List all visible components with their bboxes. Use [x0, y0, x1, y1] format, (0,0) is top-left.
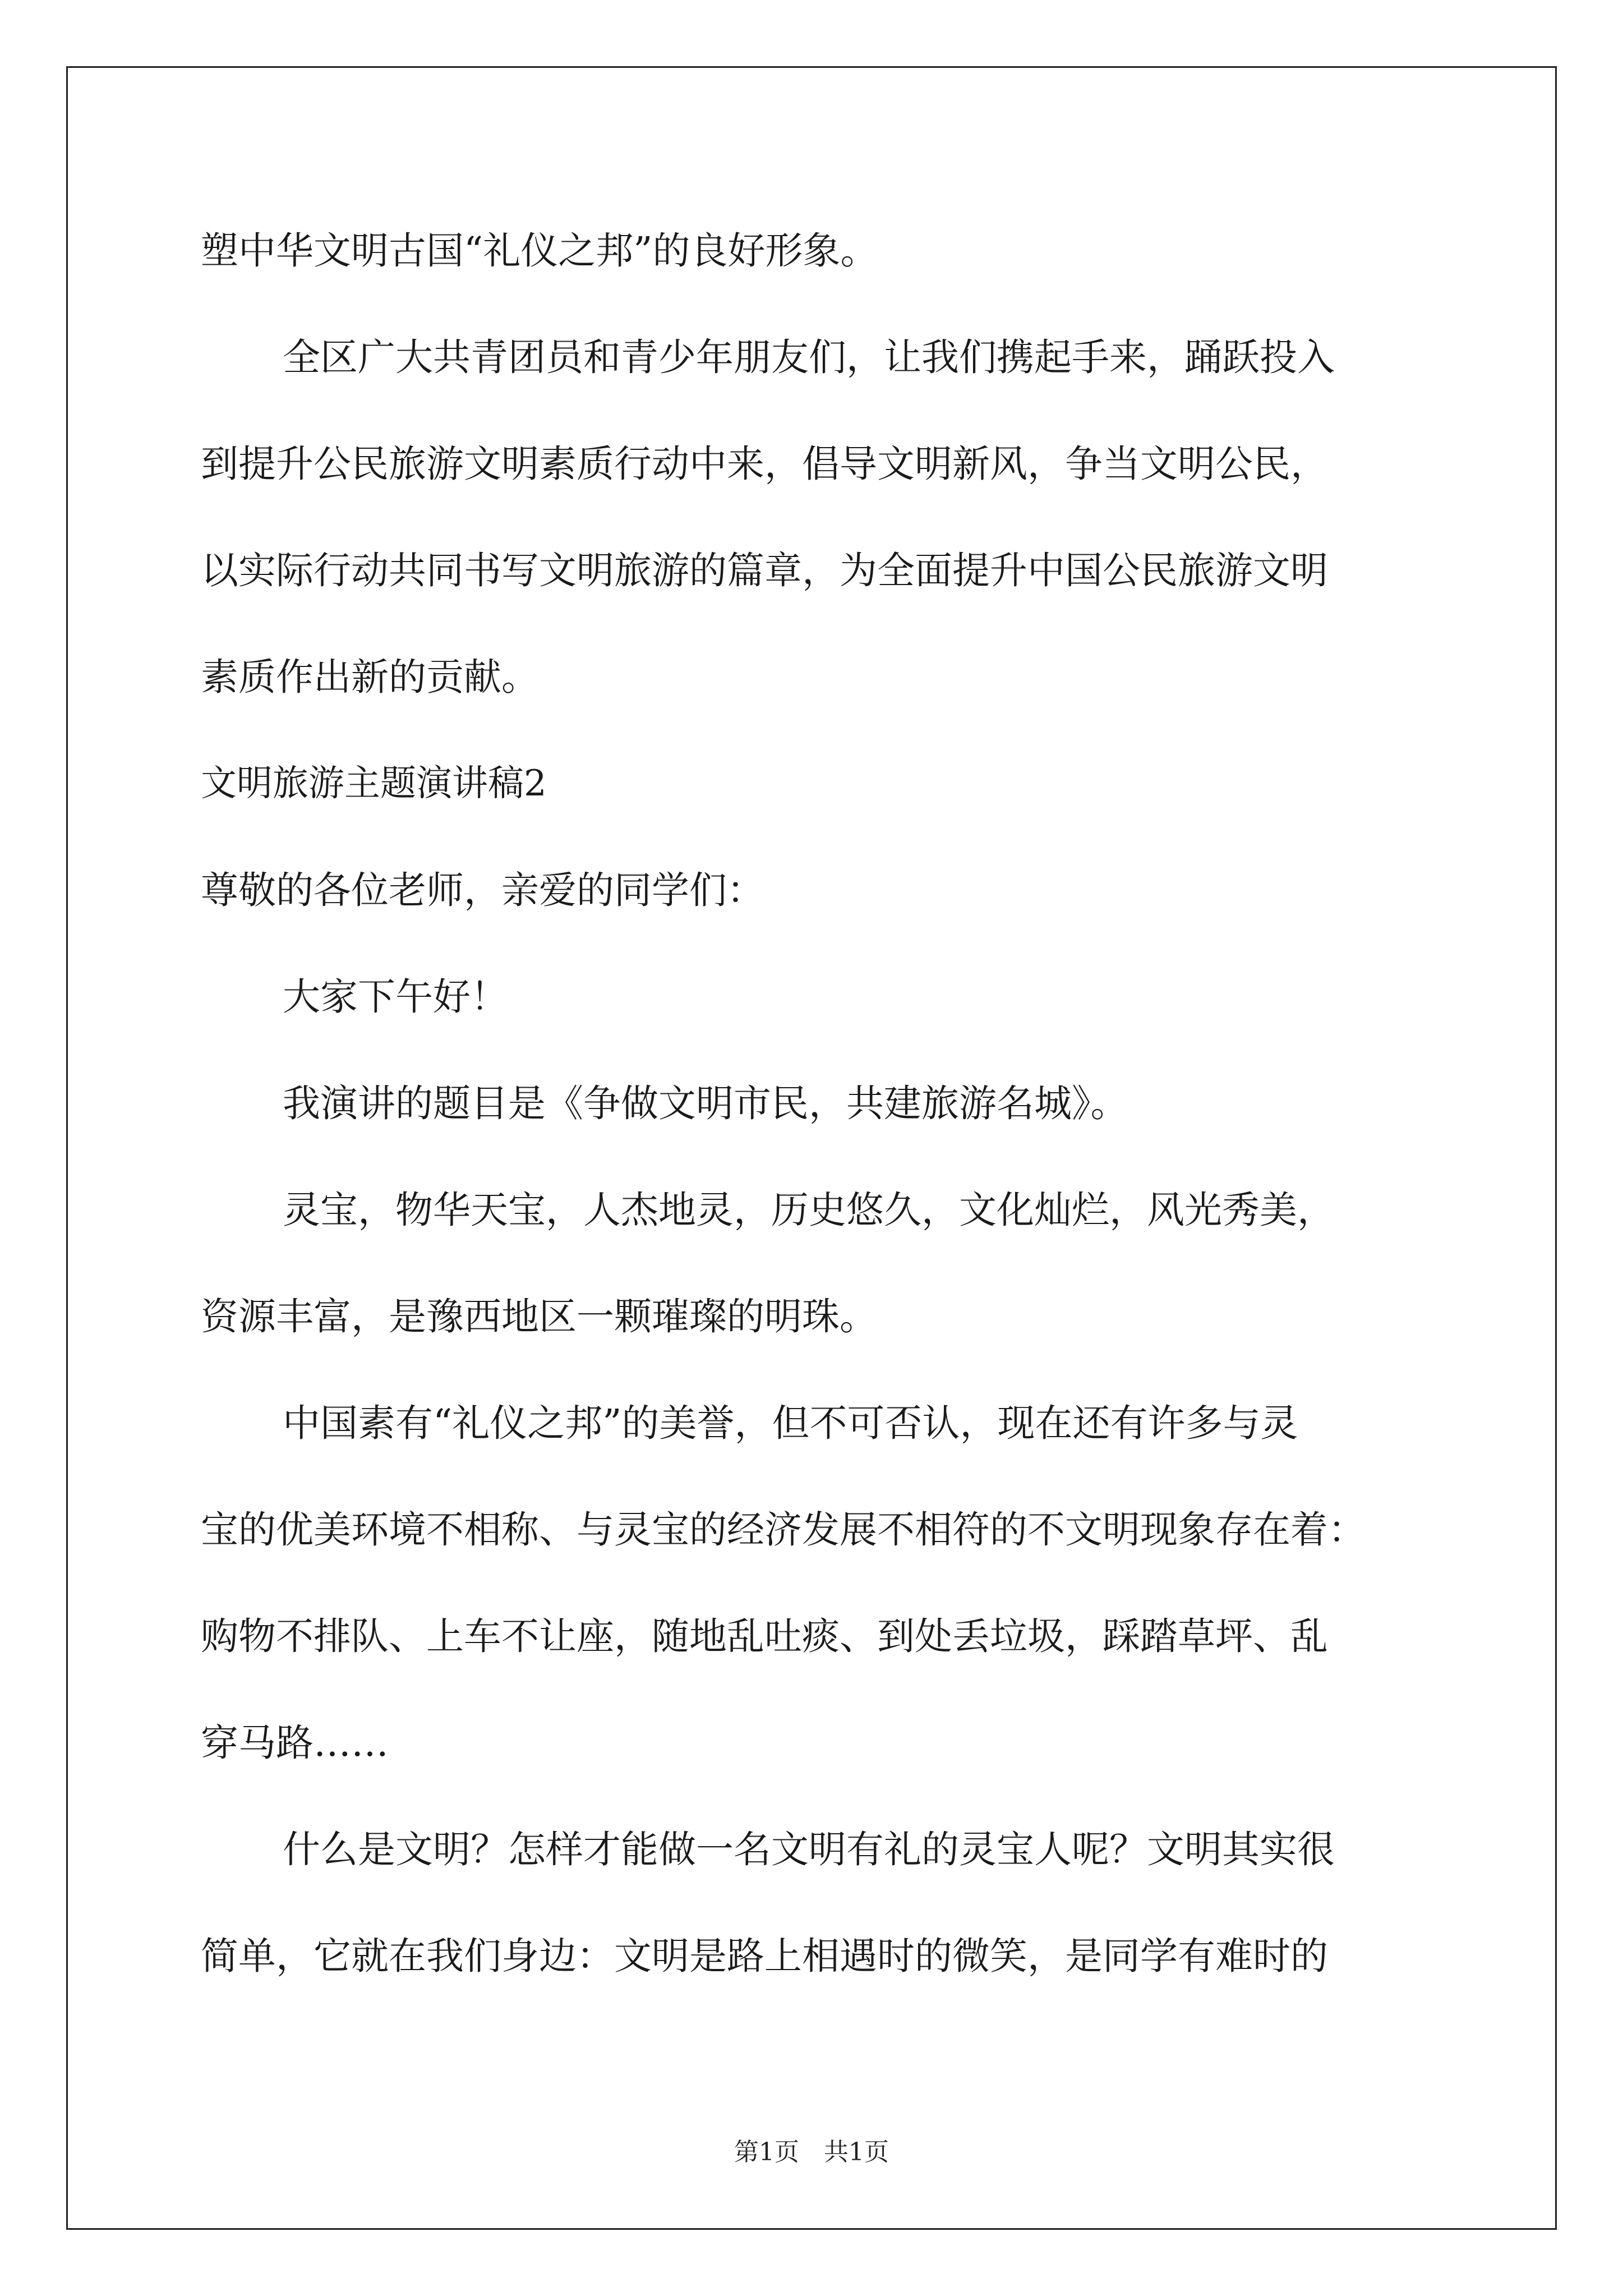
text-line: 灵宝，物华天宝，人杰地灵，历史悠久，文化灿烂，风光秀美， [283, 1188, 1335, 1232]
salutation: 尊敬的各位老师，亲爱的同学们： [201, 868, 764, 912]
text-line: 什么是文明？怎样才能做一名文明有礼的灵宝人呢？文明其实很 [283, 1828, 1335, 1871]
text-line: 宝的优美环境不相称、与灵宝的经济发展不相符的不文明现象存在着： [201, 1508, 1366, 1552]
text-line: 购物不排队、上车不让座，随地乱吐痰、到处丢垃圾，踩踏草坪、乱 [201, 1614, 1328, 1658]
text-line: 穿马路…… [201, 1721, 389, 1765]
text-line: 塑中华文明古国“礼仪之邦”的良好形象。 [201, 229, 878, 273]
text-line: 到提升公民旅游文明素质行动中来，倡导文明新风，争当文明公民， [201, 442, 1328, 486]
page-footer: 第1页 共1页 [734, 2138, 889, 2166]
text-line: 中国素有“礼仪之邦”的美誉，但不可否认，现在还有许多与灵 [283, 1401, 1298, 1445]
section-heading: 文明旅游主题演讲稿2 [201, 763, 547, 804]
text-line: 简单，它就在我们身边：文明是路上相遇时的微笑，是同学有难时的 [201, 1934, 1328, 1978]
text-line: 我演讲的题目是《争做文明市民，共建旅游名城》。 [283, 1082, 1128, 1125]
document-body [201, 197, 1474, 2009]
text-line: 以实际行动共同书写文明旅游的篇章，为全面提升中国公民旅游文明 [201, 549, 1328, 592]
text-line: 资源丰富，是豫西地区一颗璀璨的明珠。 [201, 1295, 877, 1338]
greeting: 大家下午好！ [283, 975, 508, 1019]
text-line: 素质作出新的贡献。 [201, 655, 539, 699]
text-line: 全区广大共青团员和青少年朋友们，让我们携起手来，踊跃投入 [283, 335, 1335, 379]
